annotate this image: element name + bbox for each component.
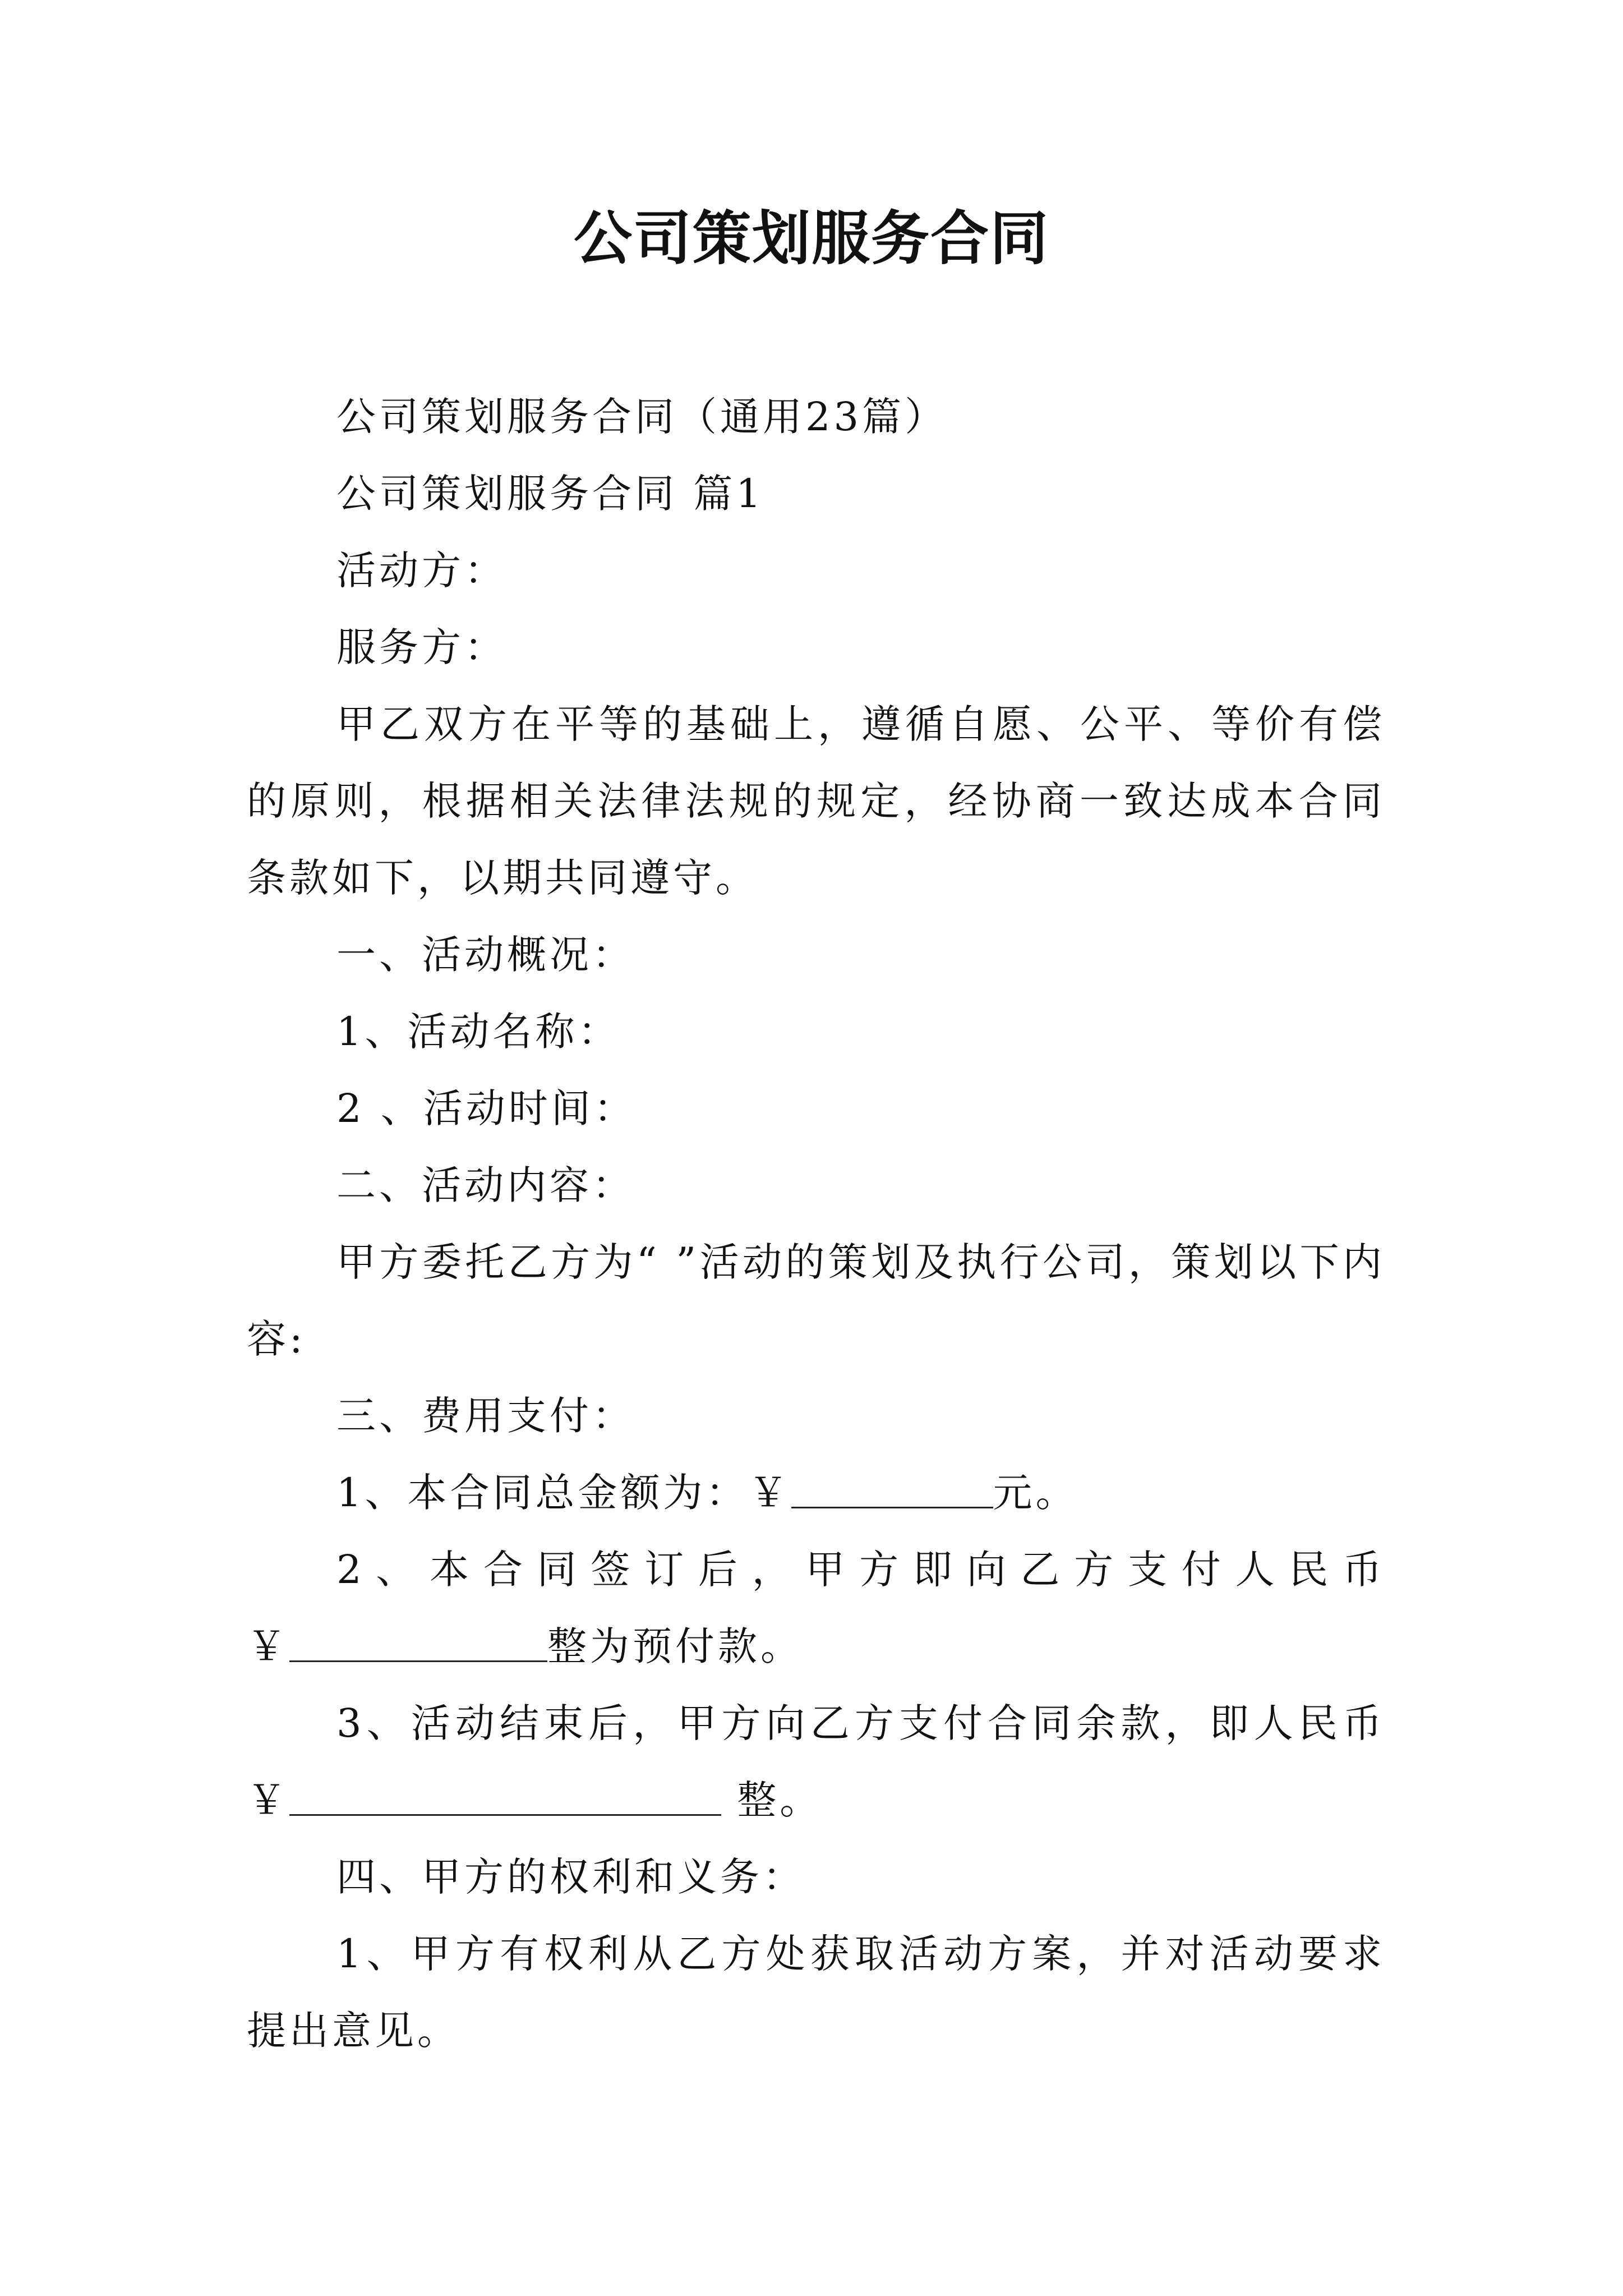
party-a-line: 活动方： — [336, 547, 507, 593]
payment-total-suffix: 元。 — [993, 1470, 1078, 1516]
payment-balance-prefix: 3、活动结束后，甲方向乙方支付合同余款，即人民币 — [336, 1700, 1385, 1746]
payment-balance-line-2 — [247, 1762, 1385, 1839]
payment-total-line — [247, 1455, 1385, 1531]
section-2-paragraph: 甲方委托乙方为“ ”活动的策划及执行公司，策划以下内容: — [247, 1239, 1385, 1362]
section-3-heading: 三、费用支付： — [336, 1393, 635, 1439]
document-body — [247, 379, 1385, 2069]
section-1-heading: 一、活动概况： — [336, 932, 635, 978]
section-2-heading: 二、活动内容： — [336, 1162, 635, 1208]
section-4-item-1: 1、甲方有权利从乙方处获取活动方案，并对活动要求提出意见。 — [247, 1931, 1385, 2054]
payment-advance-line — [247, 1531, 1385, 1608]
payment-advance-yen: ￥ — [247, 1623, 289, 1669]
payment-balance-blank — [289, 1780, 721, 1816]
payment-balance-suffix: 整。 — [721, 1777, 823, 1823]
payment-total-blank — [791, 1473, 993, 1508]
payment-advance-prefix: 2、本合同签订后，甲方即向乙方支付人民币 — [336, 1547, 1385, 1593]
document-title: 公司策划服务合同 — [573, 204, 1049, 273]
section-4-heading: 四、甲方的权利和义务： — [336, 1854, 805, 1900]
article-heading: 公司策划服务合同 篇1 — [336, 471, 764, 517]
party-b-line: 服务方： — [336, 624, 507, 670]
payment-balance-line — [247, 1685, 1385, 1762]
payment-balance-yen: ￥ — [247, 1777, 289, 1823]
intro-paragraph: 甲乙双方在平等的基础上，遵循自愿、公平、等价有偿的原则，根据相关法律法规的规定，经协商一致达成本合同条款如下，以期共同遵守。 — [247, 701, 1385, 901]
activity-time-line: 2 、活动时间： — [336, 1085, 637, 1131]
payment-total-prefix: 1、本合同总金额为：￥ — [336, 1470, 791, 1516]
activity-name-line: 1、活动名称： — [336, 1009, 621, 1055]
payment-advance-suffix: 整为预付款。 — [547, 1623, 803, 1669]
payment-advance-line-2 — [247, 1608, 1385, 1685]
subtitle-line: 公司策划服务合同（通用23篇） — [336, 394, 948, 440]
payment-advance-blank — [289, 1627, 547, 1662]
